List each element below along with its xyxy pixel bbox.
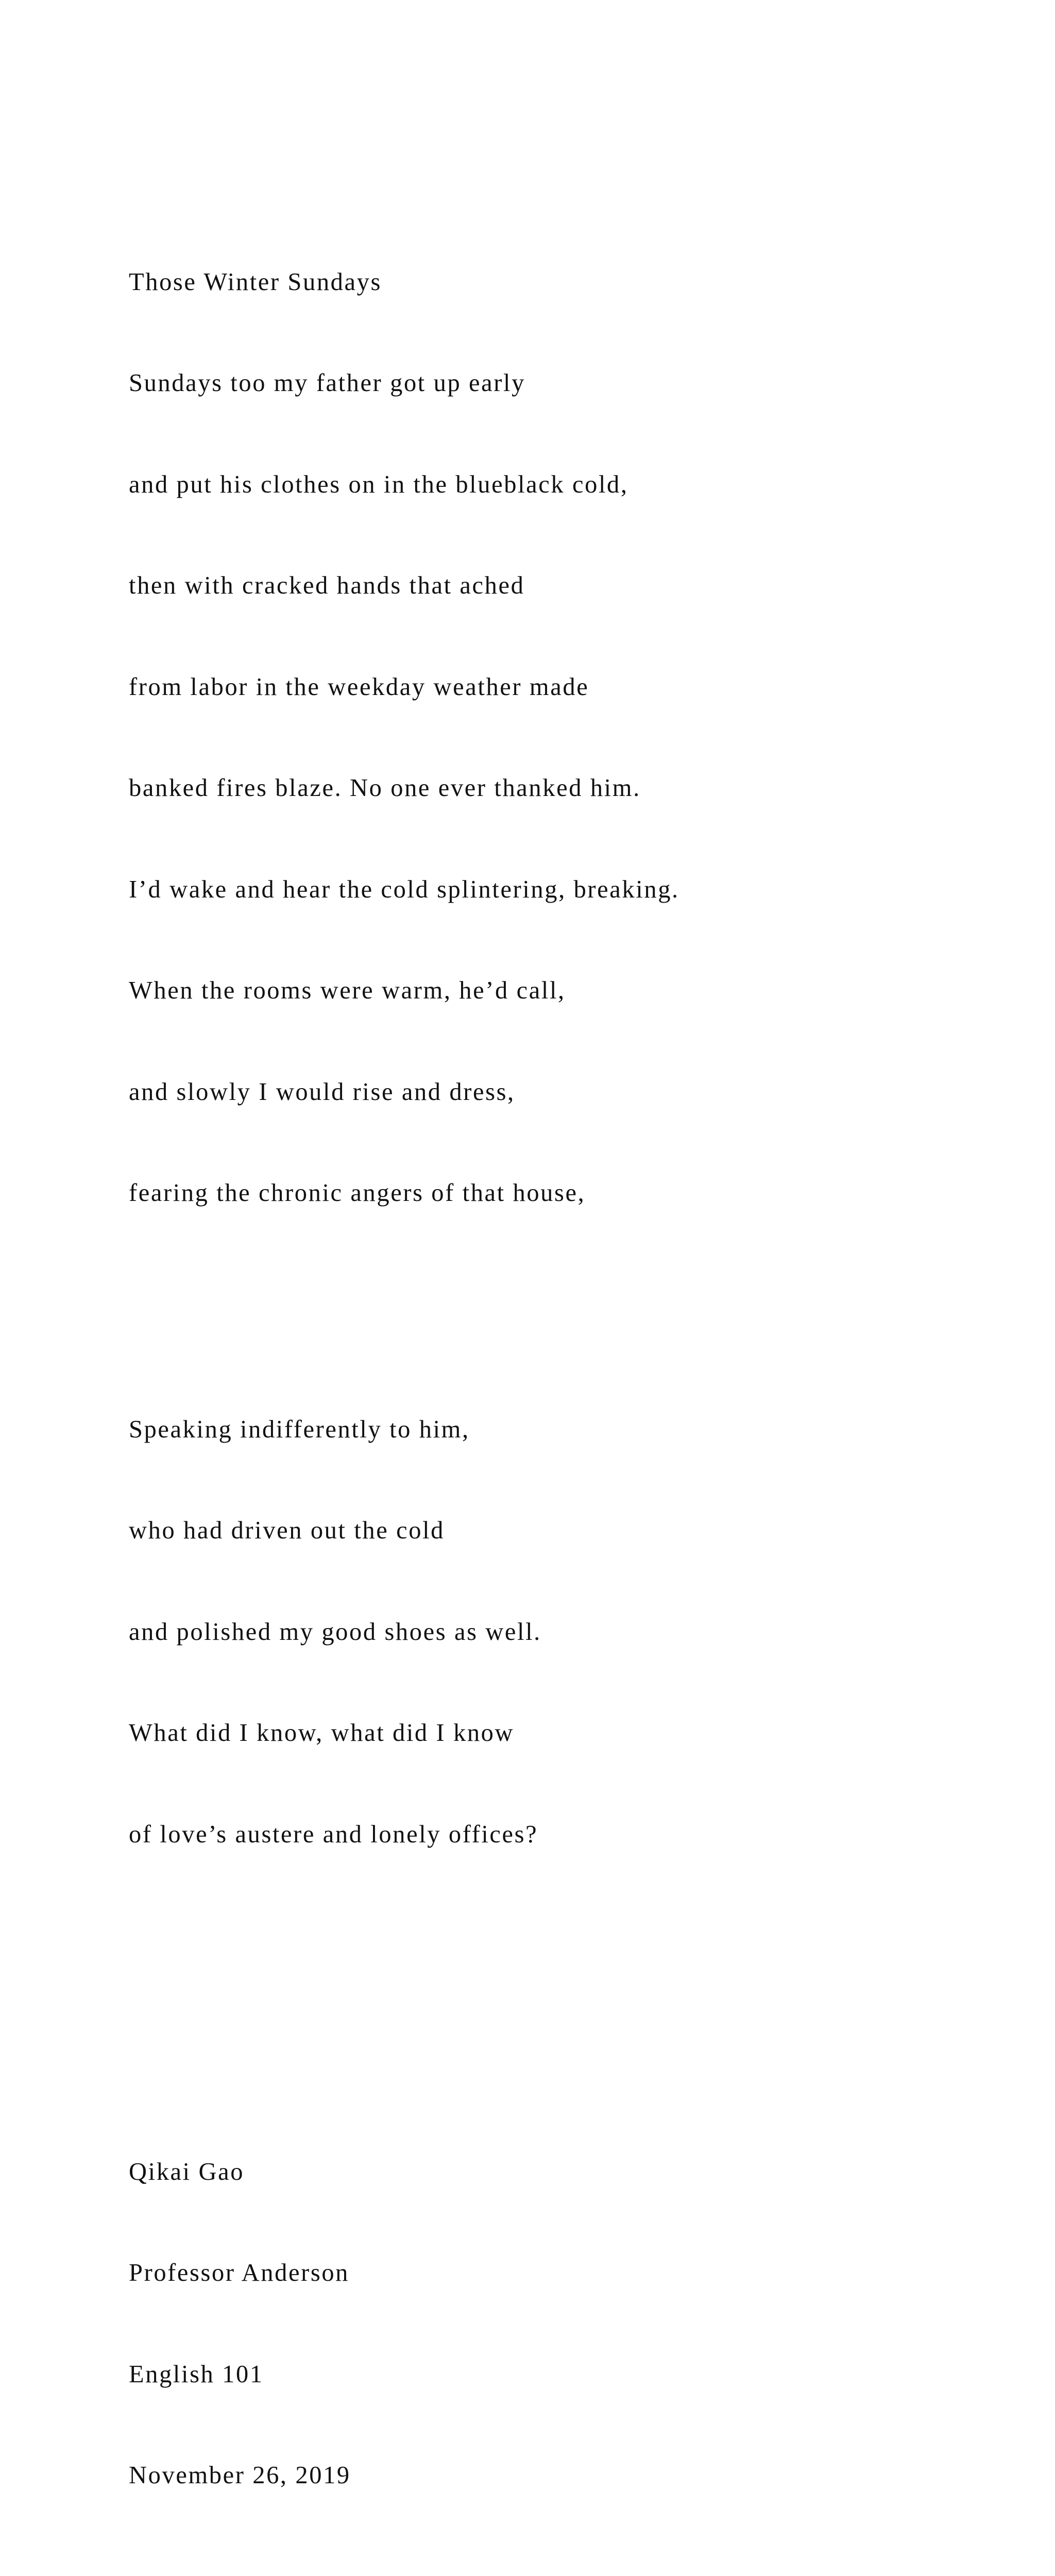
student-name: Qikai Gao [129, 2155, 953, 2189]
poem-line: who had driven out the cold [129, 1514, 953, 1548]
poem-line: I’d wake and hear the cold splintering, breaking. [129, 873, 953, 907]
poem-line: from labor in the weekday weather made [129, 670, 953, 704]
poem-line: and slowly I would rise and dress, [129, 1075, 953, 1109]
poem-line: banked fires blaze. No one ever thanked him. [129, 771, 953, 805]
professor-name: Professor Anderson [129, 2256, 953, 2290]
poem-line: and put his clothes on in the blueblack cold, [129, 468, 953, 502]
poem-line: Sundays too my father got up early [129, 366, 953, 400]
document-body [129, 164, 953, 2576]
poem-title: Those Winter Sundays [129, 265, 953, 299]
blank-line [129, 2020, 953, 2054]
course-name: English 101 [129, 2358, 953, 2392]
poem-line: fearing the chronic angers of that house, [129, 1176, 953, 1210]
poem-line: Speaking indifferently to him, [129, 1413, 953, 1447]
poem-line: of love’s austere and lonely offices? [129, 1818, 953, 1852]
poem-line: When the rooms were warm, he’d call, [129, 974, 953, 1008]
poem-line: then with cracked hands that ached [129, 569, 953, 603]
date: November 26, 2019 [129, 2459, 953, 2493]
poem-line: and polished my good shoes as well. [129, 1615, 953, 1649]
blank-line [129, 1919, 953, 1953]
blank-line [129, 2560, 953, 2576]
poem-line: What did I know, what did I know [129, 1716, 953, 1750]
blank-line [129, 1278, 953, 1312]
